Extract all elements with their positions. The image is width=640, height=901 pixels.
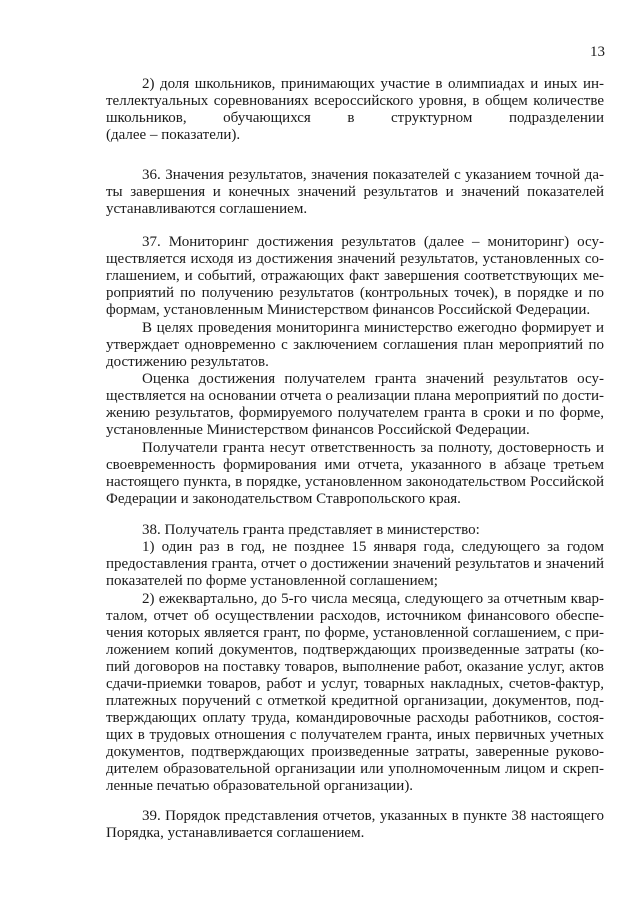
text-line: (далее – показатели). <box>106 127 241 143</box>
text-line: щих в трудовых отношения с получателем гранта, иных первичных учетных <box>106 727 604 743</box>
text-line: настоящего пункта, в порядке, установленном законодательством Российской <box>106 474 604 490</box>
text-line: дителем образовательной организации или уполномоченным лицом и скреп- <box>106 761 604 777</box>
text-line: Оценка достижения получателем гранта значений результатов осу- <box>142 371 604 387</box>
text-line: теллектуальных соревнованиях всероссийского уровня, в общем количестве <box>106 93 604 109</box>
text-line: показателей по форме установленной соглашением; <box>106 573 438 589</box>
text-line: устанавливаются соглашением. <box>106 201 308 217</box>
text-line: ленные печатью образовательной организации). <box>106 778 414 794</box>
text-line: формам, установленным Министерством финансов Российской Федерации. <box>106 302 591 318</box>
text-line: школьников, обучающихся в структурном подразделении <box>106 110 604 126</box>
text-line: пий договоров на поставку товаров, выполнение работ, оказание услуг, актов <box>106 659 604 675</box>
text-line: ложением копий документов, подтверждающих произведенные затраты (ко- <box>106 642 604 658</box>
text-line: Порядка, устанавливается соглашением. <box>106 825 365 841</box>
text-line: ществляется исходя из достижения значений результатов, установленных со- <box>106 251 604 267</box>
text-line: 2) ежеквартально, до 5-го числа месяца, следующего за отчетным квар- <box>142 591 604 607</box>
text-line: тверждающих оплату труда, командировочные расходы работников, состоя- <box>106 710 604 726</box>
text-line: 38. Получатель гранта представляет в министерство: <box>142 522 480 538</box>
text-line: талом, отчет об осуществлении расходов, источником финансового обеспе- <box>106 608 604 624</box>
text-line: чения которых является грант, по форме, установленной соглашением, с при- <box>106 625 604 641</box>
text-line: достижению результатов. <box>106 354 269 370</box>
text-line: установленные Министерством финансов Российской Федерации. <box>106 422 530 438</box>
text-line: ты завершения и конечных значений результатов и значений показателей <box>106 184 604 200</box>
text-line: глашением, и событий, отражающих факт завершения соответствующих ме- <box>106 268 604 284</box>
page-number: 13 <box>590 44 605 60</box>
text-line: документов, подтверждающих произведенные затраты, заверенные руково- <box>106 744 604 760</box>
text-line: 36. Значения результатов, значения показателей с указанием точной да- <box>142 167 604 183</box>
text-line: сдачи-приемки товаров, работ и услуг, товарных накладных, счетов-фактур, <box>106 676 604 692</box>
text-line: своевременность формирования ими отчета, указанного в абзаце третьем <box>106 457 604 473</box>
text-line: 39. Порядок представления отчетов, указанных в пункте 38 настоящего <box>142 808 604 824</box>
text-line: Федерации и законодательством Ставропольского края. <box>106 491 461 507</box>
text-line: ществляется на основании отчета о реализации плана мероприятий по дости- <box>106 388 604 404</box>
text-line: жению результатов, формируемого получателем гранта в сроки и по форме, <box>106 405 604 421</box>
text-line: роприятий по получению результатов (контрольных точек), в порядке и по <box>106 285 604 301</box>
text-line: предоставления гранта, отчет о достижении значений результатов и значений <box>106 556 604 572</box>
text-line: утверждает одновременно с заключением соглашения план мероприятий по <box>106 337 604 353</box>
text-line: 1) один раз в год, не позднее 15 января года, следующего за годом <box>142 539 604 555</box>
text-line: платежных поручений с отметкой кредитной организации, документов, под- <box>106 693 604 709</box>
text-line: В целях проведения мониторинга министерство ежегодно формирует и <box>142 320 604 336</box>
text-line: Получатели гранта несут ответственность за полноту, достоверность и <box>142 440 604 456</box>
text-line: 37. Мониторинг достижения результатов (далее – мониторинг) осу- <box>142 234 604 250</box>
text-line: 2) доля школьников, принимающих участие в олимпиадах и иных ин- <box>142 76 604 92</box>
